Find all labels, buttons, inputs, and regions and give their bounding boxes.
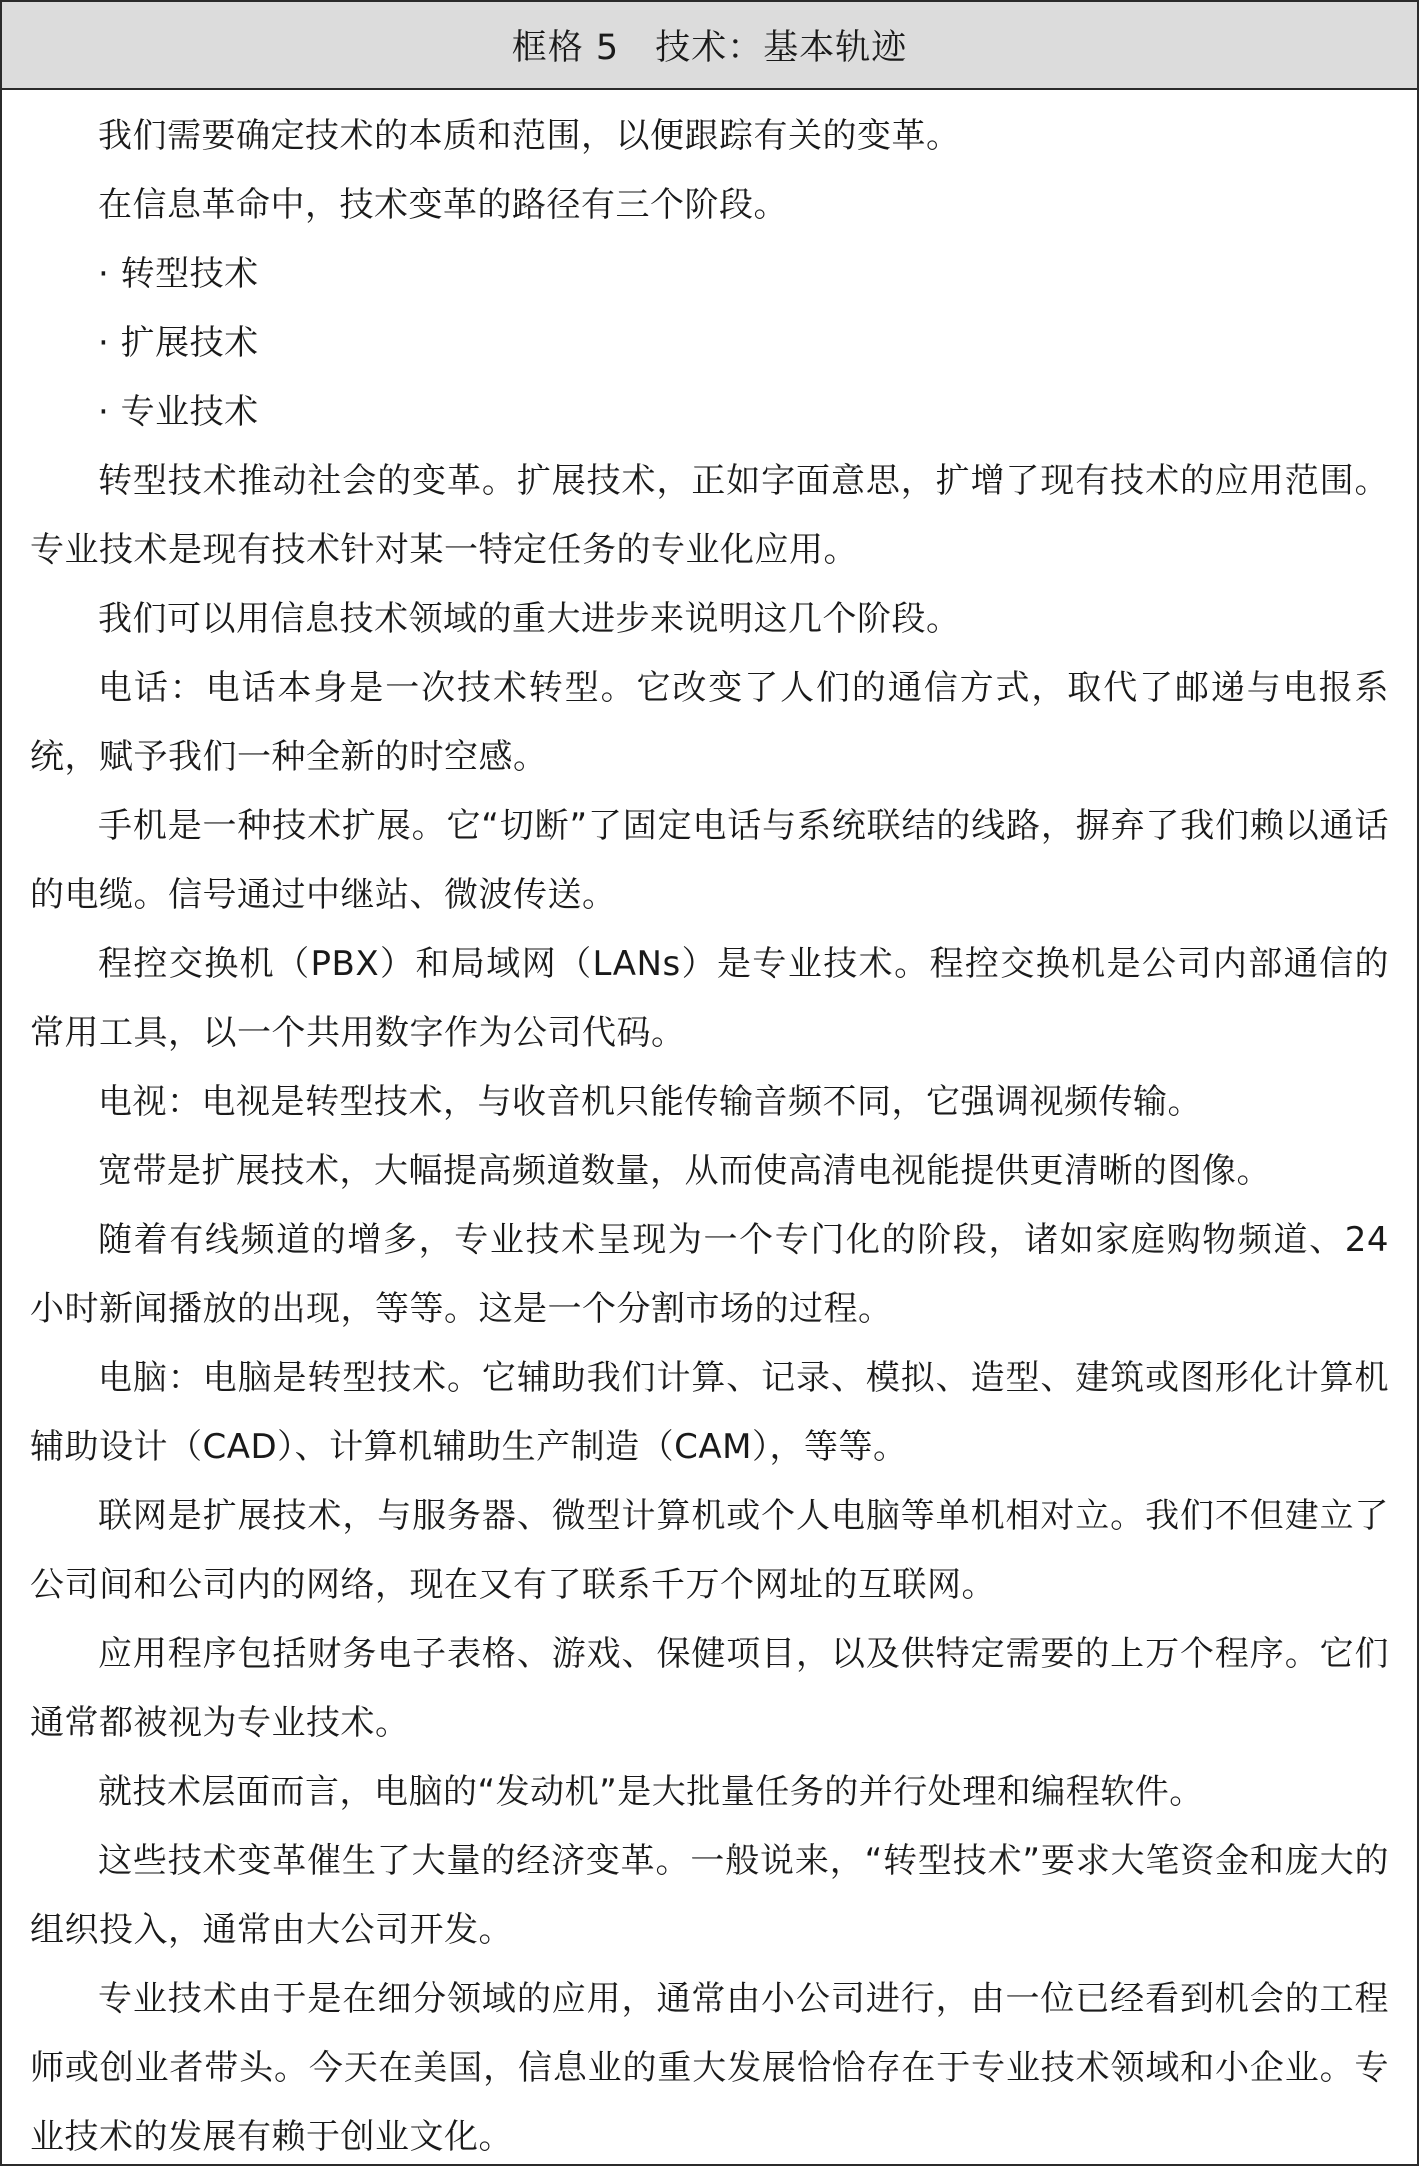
paragraph-intro: 我们需要确定技术的本质和范围，以便跟踪有关的变革。 (98, 116, 961, 156)
bullet-extension: · 扩展技术 (98, 323, 259, 363)
paragraph-small-business: 专业技术由于是在细分领域的应用，通常由小公司进行，由一位已经看到机会的工程师或创业者带头。今天在美国，信息业的重大发展恰恰存在于专业技术领域和小企业。专业技术的发展有赖于创业文化。 (30, 1979, 1389, 2157)
paragraph-cable-channels: 随着有线频道的增多，专业技术呈现为一个专门化的阶段，诸如家庭购物频道、24 小时新闻播放的出现，等等。这是一个分割市场的过程。 (30, 1220, 1389, 1329)
paragraph-economic-change: 这些技术变革催生了大量的经济变革。一般说来，“转型技术”要求大笔资金和庞大的组织投入，通常由大公司开发。 (30, 1841, 1389, 1950)
paragraph-computer: 电脑：电脑是转型技术。它辅助我们计算、记录、模拟、造型、建筑或图形化计算机辅助设计（CAD）、计算机辅助生产制造（CAM），等等。 (30, 1358, 1389, 1467)
paragraph-mobile: 手机是一种技术扩展。它“切断”了固定电话与系统联结的线路，摒弃了我们赖以通话的电缆。信号通过中继站、微波传送。 (30, 806, 1389, 915)
paragraph-pbx-lan: 程控交换机（PBX）和局域网（LANs）是专业技术。程控交换机是公司内部通信的常用工具，以一个共用数字作为公司代码。 (30, 944, 1389, 1053)
paragraph-engine: 就技术层面而言，电脑的“发动机”是大批量任务的并行处理和编程软件。 (98, 1772, 1204, 1812)
paragraph-definitions: 转型技术推动社会的变革。扩展技术，正如字面意思，扩增了现有技术的应用范围。专业技术是现有技术针对某一特定任务的专业化应用。 (30, 461, 1389, 570)
box-header (2, 2, 1417, 90)
paragraph-illustration: 我们可以用信息技术领域的重大进步来说明这几个阶段。 (98, 599, 961, 639)
bullet-transformative: · 转型技术 (98, 254, 259, 294)
bullet-specialized: · 专业技术 (98, 392, 259, 432)
paragraph-applications: 应用程序包括财务电子表格、游戏、保健项目，以及供特定需要的上万个程序。它们通常都被视为专业技术。 (30, 1634, 1389, 1743)
paragraph-networking: 联网是扩展技术，与服务器、微型计算机或个人电脑等单机相对立。我们不但建立了公司间和公司内的网络，现在又有了联系千万个网址的互联网。 (30, 1496, 1389, 1605)
paragraph-broadband: 宽带是扩展技术，大幅提高频道数量，从而使高清电视能提供更清晰的图像。 (98, 1151, 1271, 1191)
paragraph-telephone: 电话：电话本身是一次技术转型。它改变了人们的通信方式，取代了邮递与电报系统，赋予我们一种全新的时空感。 (30, 668, 1389, 777)
paragraph-stages: 在信息革命中，技术变革的路径有三个阶段。 (98, 185, 788, 225)
box-body (2, 90, 1417, 2172)
box-title: 框格 5 技术：基本轨迹 (511, 28, 908, 68)
paragraph-television: 电视：电视是转型技术，与收音机只能传输音频不同，它强调视频传输。 (98, 1082, 1202, 1122)
